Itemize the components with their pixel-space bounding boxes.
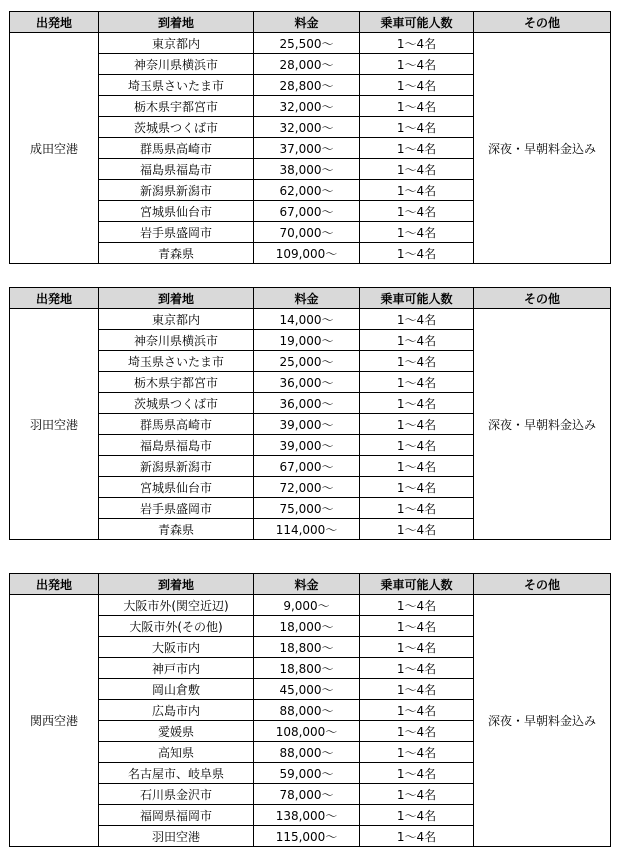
price-cell: 78,000～ [254, 784, 360, 805]
destination-cell: 神奈川県横浜市 [99, 330, 254, 351]
other-cell: 深夜・早朝料金込み [474, 309, 611, 540]
header-other: その他 [474, 288, 611, 309]
destination-cell: 広島市内 [99, 700, 254, 721]
header-destination: 到着地 [99, 574, 254, 595]
destination-cell: 青森県 [99, 519, 254, 540]
header-capacity: 乗車可能人数 [360, 12, 474, 33]
price-cell: 37,000～ [254, 138, 360, 159]
destination-cell: 福岡県福岡市 [99, 805, 254, 826]
price-cell: 32,000～ [254, 117, 360, 138]
destination-cell: 大阪市内 [99, 637, 254, 658]
capacity-cell: 1～4名 [360, 75, 474, 96]
price-cell: 28,800～ [254, 75, 360, 96]
price-cell: 38,000～ [254, 159, 360, 180]
fare-table-kansai [9, 573, 611, 847]
destination-cell: 宮城県仙台市 [99, 477, 254, 498]
capacity-cell: 1～4名 [360, 477, 474, 498]
destination-cell: 群馬県高崎市 [99, 414, 254, 435]
capacity-cell: 1～4名 [360, 435, 474, 456]
capacity-cell: 1～4名 [360, 159, 474, 180]
destination-cell: 愛媛県 [99, 721, 254, 742]
capacity-cell: 1～4名 [360, 595, 474, 616]
price-cell: 115,000～ [254, 826, 360, 847]
destination-cell: 新潟県新潟市 [99, 180, 254, 201]
price-cell: 109,000～ [254, 243, 360, 264]
destination-cell: 大阪市外(その他) [99, 616, 254, 637]
fare-table-narita [9, 11, 611, 264]
price-cell: 108,000～ [254, 721, 360, 742]
price-cell: 25,500～ [254, 33, 360, 54]
price-cell: 36,000～ [254, 372, 360, 393]
header-price: 料金 [254, 12, 360, 33]
capacity-cell: 1～4名 [360, 138, 474, 159]
destination-cell: 埼玉県さいたま市 [99, 75, 254, 96]
other-cell: 深夜・早朝料金込み [474, 33, 611, 264]
header-origin: 出発地 [10, 12, 99, 33]
destination-cell: 岩手県盛岡市 [99, 222, 254, 243]
capacity-cell: 1～4名 [360, 54, 474, 75]
capacity-cell: 1～4名 [360, 519, 474, 540]
destination-cell: 新潟県新潟市 [99, 456, 254, 477]
price-cell: 18,800～ [254, 637, 360, 658]
price-cell: 67,000～ [254, 456, 360, 477]
origin-cell: 関西空港 [10, 595, 99, 847]
destination-cell: 羽田空港 [99, 826, 254, 847]
destination-cell: 岡山倉敷 [99, 679, 254, 700]
capacity-cell: 1～4名 [360, 637, 474, 658]
destination-cell: 神戸市内 [99, 658, 254, 679]
table-row [10, 595, 611, 616]
header-origin: 出発地 [10, 574, 99, 595]
header-origin: 出発地 [10, 288, 99, 309]
price-cell: 9,000～ [254, 595, 360, 616]
price-cell: 25,000～ [254, 351, 360, 372]
destination-cell: 福島県福島市 [99, 159, 254, 180]
price-cell: 18,000～ [254, 616, 360, 637]
capacity-cell: 1～4名 [360, 351, 474, 372]
capacity-cell: 1～4名 [360, 805, 474, 826]
destination-cell: 岩手県盛岡市 [99, 498, 254, 519]
capacity-cell: 1～4名 [360, 658, 474, 679]
header-row [10, 12, 611, 33]
destination-cell: 大阪市外(関空近辺) [99, 595, 254, 616]
header-capacity: 乗車可能人数 [360, 574, 474, 595]
destination-cell: 宮城県仙台市 [99, 201, 254, 222]
other-cell: 深夜・早朝料金込み [474, 595, 611, 847]
capacity-cell: 1～4名 [360, 742, 474, 763]
capacity-cell: 1～4名 [360, 679, 474, 700]
price-cell: 70,000～ [254, 222, 360, 243]
header-row [10, 574, 611, 595]
price-cell: 39,000～ [254, 414, 360, 435]
capacity-cell: 1～4名 [360, 309, 474, 330]
price-cell: 88,000～ [254, 700, 360, 721]
price-cell: 138,000～ [254, 805, 360, 826]
destination-cell: 埼玉県さいたま市 [99, 351, 254, 372]
origin-cell: 羽田空港 [10, 309, 99, 540]
capacity-cell: 1～4名 [360, 330, 474, 351]
capacity-cell: 1～4名 [360, 700, 474, 721]
header-capacity: 乗車可能人数 [360, 288, 474, 309]
header-price: 料金 [254, 288, 360, 309]
header-destination: 到着地 [99, 12, 254, 33]
capacity-cell: 1～4名 [360, 784, 474, 805]
destination-cell: 福島県福島市 [99, 435, 254, 456]
origin-cell: 成田空港 [10, 33, 99, 264]
destination-cell: 栃木県宇都宮市 [99, 96, 254, 117]
destination-cell: 東京都内 [99, 309, 254, 330]
price-cell: 88,000～ [254, 742, 360, 763]
capacity-cell: 1～4名 [360, 222, 474, 243]
capacity-cell: 1～4名 [360, 372, 474, 393]
price-cell: 39,000～ [254, 435, 360, 456]
capacity-cell: 1～4名 [360, 33, 474, 54]
destination-cell: 東京都内 [99, 33, 254, 54]
price-cell: 75,000～ [254, 498, 360, 519]
capacity-cell: 1～4名 [360, 826, 474, 847]
capacity-cell: 1～4名 [360, 96, 474, 117]
capacity-cell: 1～4名 [360, 243, 474, 264]
destination-cell: 石川県金沢市 [99, 784, 254, 805]
header-destination: 到着地 [99, 288, 254, 309]
capacity-cell: 1～4名 [360, 616, 474, 637]
table-row [10, 33, 611, 54]
capacity-cell: 1～4名 [360, 117, 474, 138]
header-price: 料金 [254, 574, 360, 595]
price-cell: 62,000～ [254, 180, 360, 201]
price-cell: 36,000～ [254, 393, 360, 414]
destination-cell: 名古屋市、岐阜県 [99, 763, 254, 784]
table-row [10, 309, 611, 330]
price-cell: 32,000～ [254, 96, 360, 117]
price-cell: 19,000～ [254, 330, 360, 351]
destination-cell: 神奈川県横浜市 [99, 54, 254, 75]
capacity-cell: 1～4名 [360, 498, 474, 519]
header-row [10, 288, 611, 309]
capacity-cell: 1～4名 [360, 721, 474, 742]
price-cell: 45,000～ [254, 679, 360, 700]
capacity-cell: 1～4名 [360, 393, 474, 414]
destination-cell: 栃木県宇都宮市 [99, 372, 254, 393]
price-cell: 59,000～ [254, 763, 360, 784]
capacity-cell: 1～4名 [360, 414, 474, 435]
header-other: その他 [474, 12, 611, 33]
destination-cell: 茨城県つくば市 [99, 117, 254, 138]
price-cell: 67,000～ [254, 201, 360, 222]
destination-cell: 青森県 [99, 243, 254, 264]
capacity-cell: 1～4名 [360, 201, 474, 222]
destination-cell: 群馬県高崎市 [99, 138, 254, 159]
capacity-cell: 1～4名 [360, 763, 474, 784]
destination-cell: 高知県 [99, 742, 254, 763]
price-cell: 28,000～ [254, 54, 360, 75]
capacity-cell: 1～4名 [360, 456, 474, 477]
price-cell: 72,000～ [254, 477, 360, 498]
price-cell: 18,800～ [254, 658, 360, 679]
price-cell: 114,000～ [254, 519, 360, 540]
price-cell: 14,000～ [254, 309, 360, 330]
capacity-cell: 1～4名 [360, 180, 474, 201]
destination-cell: 茨城県つくば市 [99, 393, 254, 414]
fare-table-haneda [9, 287, 611, 540]
header-other: その他 [474, 574, 611, 595]
